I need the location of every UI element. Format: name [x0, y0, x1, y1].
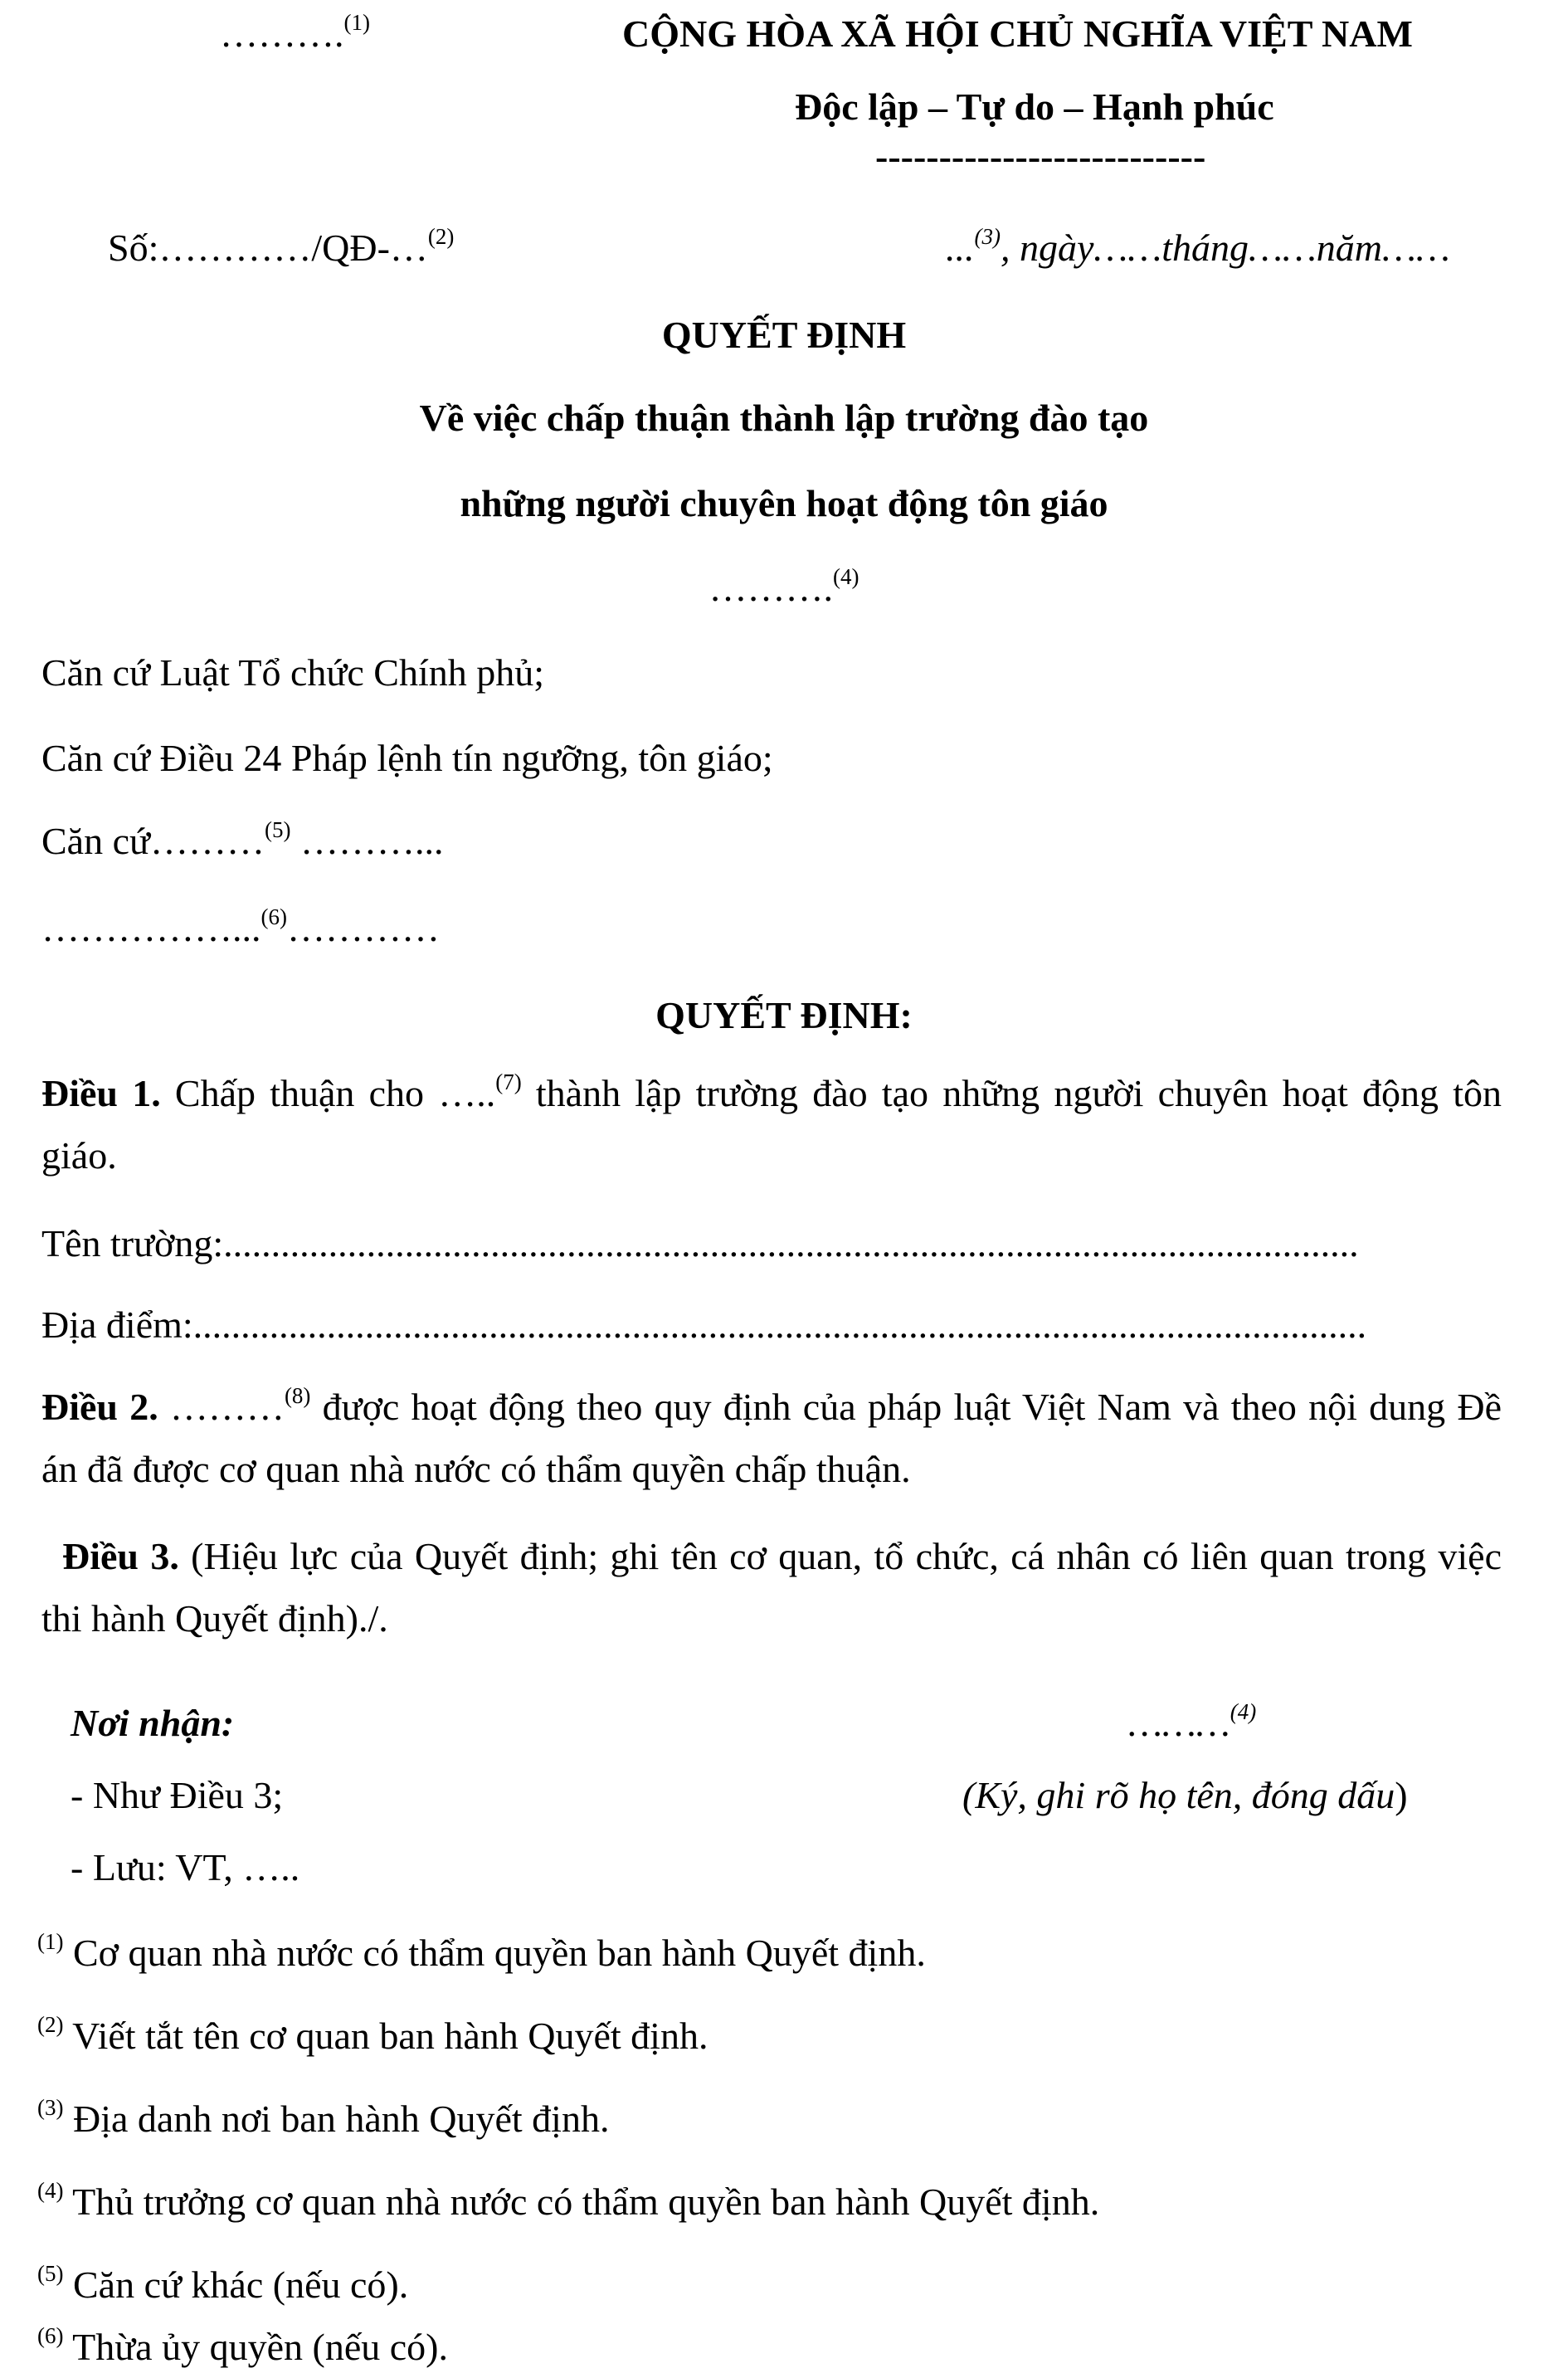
recipient-item-1: - Như Điều 3;: [71, 1774, 284, 1816]
authority-footnote-mark: (4): [833, 564, 859, 589]
article-3-label: Điều 3.: [62, 1535, 179, 1577]
decision-heading: QUYẾT ĐỊNH:: [655, 994, 913, 1036]
footnote-1: $^{(1)}$ Cơ quan nhà nước có thẩm quyền ban hành Quyết định.: [37, 1929, 926, 1974]
recipient-item-2: - Lưu: VT, …..: [71, 1846, 300, 1888]
basis-item-3: Căn cứ………$^{(5)}$ ………...: [41, 817, 444, 862]
footnote-6: $^{(6)}$ Thừa ủy quyền (nếu có).: [37, 2323, 448, 2368]
place-footnote-mark: (3): [974, 224, 1001, 249]
agency-footnote-mark: (1): [343, 10, 370, 35]
footnote-4: $^{(4)}$ Thủ trưởng cơ quan nhà nước có thẩm quyền ban hành Quyết định.: [37, 2178, 1100, 2223]
signer-title: ………$^{(4)}$: [1128, 1699, 1257, 1744]
article-2: Điều 2. ………$^{(8)}$ được hoạt động theo quy định của pháp luật Việt Nam và theo nội dung Đề án đã được cơ quan nhà nước có thẩm quyền chấp thuận.: [41, 1383, 1502, 1490]
place-and-date: ...$^{(3)}$, ngày……tháng……năm……: [946, 224, 1450, 269]
article-2-label: Điều 2.: [41, 1386, 158, 1428]
subject-line-1: Về việc chấp thuận thành lập trường đào tạo: [419, 397, 1149, 439]
school-name-field: Tên trường:.......................................................................................................................: [41, 1222, 1359, 1264]
agency-blank: ……….: [220, 12, 344, 55]
footnote-5: $^{(5)}$ Căn cứ khác (nếu có).: [37, 2261, 409, 2306]
signature-instruction: (Ký, ghi rõ họ tên, đóng dấu): [962, 1774, 1408, 1816]
article-1-label: Điều 1.: [41, 1072, 161, 1114]
recipients-heading: Nơi nhận:: [71, 1702, 235, 1744]
footnote-2: $^{(2)}$ Viết tắt tên cơ quan ban hành Quyết định.: [37, 2012, 709, 2057]
national-motto: Độc lập – Tự do – Hạnh phúc: [795, 85, 1274, 128]
motto-rule: --------------------------: [875, 135, 1206, 178]
subject-line-2: những người chuyên hoạt động tôn giáo: [460, 482, 1108, 524]
nation-name: CỘNG HÒA XÃ HỘI CHỦ NGHĨA VIỆT NAM: [622, 12, 1413, 55]
article-3: Điều 3. (Hiệu lực của Quyết định; ghi tên cơ quan, tổ chức, cá nhân có liên quan trong việc thi hành Quyết định)./.: [41, 1535, 1502, 1640]
basis-item-4: ……………...$^{(6)}$…………: [41, 904, 440, 949]
document-number: Số:…………/QĐ-…$^{(2)}$: [108, 224, 455, 269]
basis-item-1: Căn cứ Luật Tổ chức Chính phủ;: [41, 651, 545, 694]
issuing-agency: [220, 10, 370, 58]
number-footnote-mark: (2): [427, 224, 455, 249]
article-1: Điều 1. Chấp thuận cho …..$^{(7)}$ thành lập trường đào tạo những người chuyên hoạt động tôn giáo.: [41, 1070, 1502, 1177]
issuing-authority: ……….$^{(4)}$: [709, 564, 859, 609]
footnote-3: $^{(3)}$ Địa danh nơi ban hành Quyết định.: [37, 2095, 610, 2140]
basis-item-2: Căn cứ Điều 24 Pháp lệnh tín ngưỡng, tôn giáo;: [41, 737, 773, 779]
document-title: QUYẾT ĐỊNH: [661, 314, 907, 356]
location-field: Địa điểm:...........................................................................................................................: [41, 1303, 1367, 1346]
